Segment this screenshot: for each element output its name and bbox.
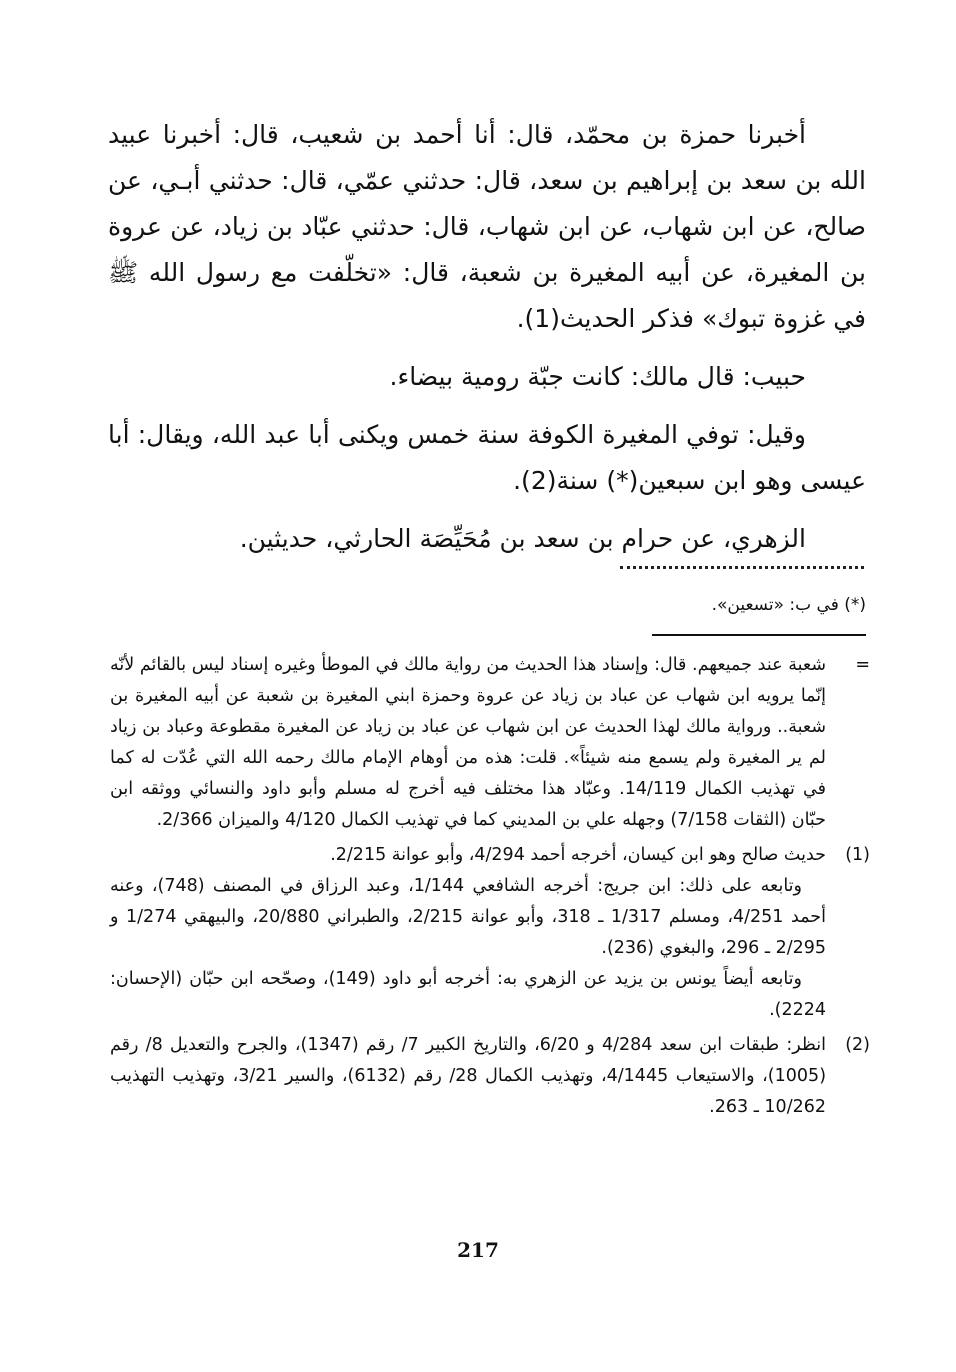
page-number: 217 [457,1238,499,1262]
dotted-separator [620,566,864,579]
footnotes [110,650,870,1127]
main-text [108,112,866,574]
footnote-1-text: حديث صالح وهو ابن كيسان، أخرجه أحمد 4/294، وأبو عوانة 2/215. [330,845,826,865]
footnote-continuation [110,650,870,836]
footnote-1 [110,840,870,1026]
zuhri-paragraph: الزهري، عن حرام بن سعد بن مُحَيِّصَة الحارثي، حديثين. [239,524,806,553]
mughira-death-paragraph: وقيل: توفي المغيرة الكوفة سنة خمس ويكنى أبا عبد الله، ويقال: أبا عيسى وهو ابن سبعين(*) سنة(2). [108,420,866,495]
footnote-2-marker: (2) [845,1035,870,1055]
malik-quote-paragraph: حبيب: قال مالك: كانت جبّة رومية بيضاء. [389,362,806,391]
variant-reading-note: (*) في ب: «تسعين». [711,595,866,615]
continuation-marker: = [855,655,870,675]
hadith-chain-paragraph: أخبرنا حمزة بن محمّد، قال: أنا أحمد بن شعيب، قال: أخبرنا عبيد الله بن سعد بن إبراهيم بن سعد، قال: حدثني عمّي، قال: حدثني أبـي، عن صالح، عن ابن شهاب، عن ابن شهاب، قال: حدثني عبّاد بن زياد، عن عروة بن المغيرة، عن أبيه المغيرة بن شعبة، قال: «تخلّفت مع رسول الله ﷺ في غزوة تبوك» فذكر الحديث(1). [108,120,866,333]
footnote-1-marker: (1) [845,845,870,865]
footnote-1-sub-2: وتابعه أيضاً يونس بن يزيد عن الزهري به: أخرجه أبو داود (149)، وصحّحه ابن حبّان (الإحسان: 2224). [110,969,826,1020]
footnote-continuation-text: شعبة عند جميعهم. قال: وإسناد هذا الحديث من رواية مالك في الموطأ وغيره إسناد ليس بالقائم لأنّه إنّما يرويه ابن شهاب عن عباد بن زياد عن عروة وحمزة ابني المغيرة بن شعبة عن أبيه المغيرة بن شعبة.. ورواية مالك لهذا الحديث عن ابن شهاب عن عباد بن زياد عن المغيرة مقطوعة وعباد بن زياد لم ير المغيرة ولم يسمع منه شيئاً». قلت: هذه من أوهام الإمام مالك رحمه الله التي عُدّت له كما في تهذيب الكمال 14/119. وعبّاد هذا مختلف فيه أخرج له مسلم وأبو داود والنسائي ووثقه ابن حبّان (الثقات 7/158) وجهله علي بن المديني كما في تهذيب الكمال 4/120 والميزان 2/366. [110,655,827,830]
footnote-2 [110,1030,870,1123]
footnote-1-sub-1: وتابعه على ذلك: ابن جريج: أخرجه الشافعي 1/144، وعبد الرزاق في المصنف (748)، وعنه أحمد 4/251، ومسلم 1/317 ـ 318، وأبو عوانة 2/215، والطبراني 20/880، والبيهقي 1/274 و 2/295 ـ 296، والبغوي (236). [110,876,826,958]
footnote-rule [652,634,866,636]
footnote-2-text: انظر: طبقات ابن سعد 4/284 و 6/20، والتاريخ الكبير 7/ رقم (1347)، والجرح والتعديل 8/ رقم (1005)، والاستيعاب 4/1445، وتهذيب الكمال 28/ رقم (6132)، والسير 3/21، وتهذيب التهذيب 10/262 ـ 263. [110,1035,827,1117]
